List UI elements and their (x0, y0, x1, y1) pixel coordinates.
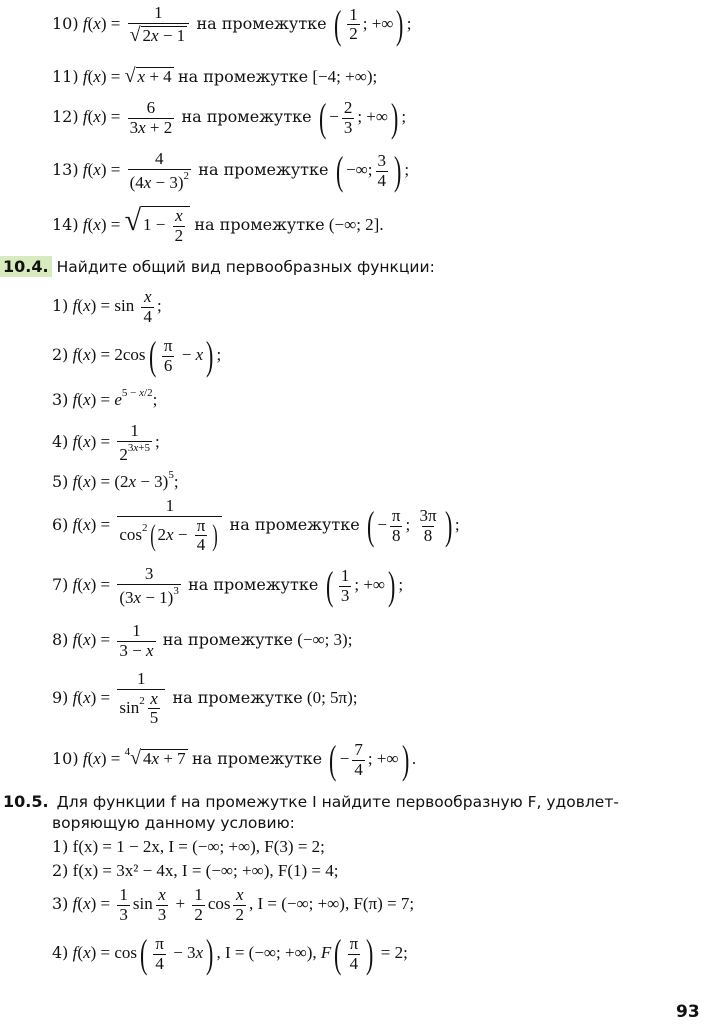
problem-10-4-item-10: 10) f(x) = $^4$√ 4x + 7 на промежутке ( − $\frac{7}{4}$ ; +∞) . (52, 737, 417, 782)
problem-10-4-item-1: 1) f(x) = sin $\frac{x}{4}$ ; (52, 287, 162, 326)
problem-10-4-item-5: 5) $f(x) = (2x - 3)^5$; (52, 469, 179, 491)
problem-10-5-heading-line2: воряющую данному условию: (52, 814, 295, 832)
problem-10-4-item-6: 6) f(x) = 1 $\cos^2$( 2x − $\frac{\pi}{4}$ ) на промежутке ( − $\frac{\pi}{8}$ ; $\frac{3\pi}{8}$ ) ; (52, 496, 460, 555)
problem-10-4-heading: 10.4. Найдите общий вид первообразных функции: (0, 259, 435, 276)
problem-10-3-item-14: 14) f(x) = √ 1 − $\frac{x}{2}$ на промежутке (−∞; 2]. (52, 204, 384, 245)
problem-number-badge: 10.5. (3, 792, 49, 811)
problem-10-4-item-4: 4) f(x) = $\frac{1}{2^{3x+5}}$ ; (52, 421, 160, 464)
problem-10-4-item-8: 8) f(x) = $\frac{1}{3 - x}$ на промежутке (−∞; 3); (52, 621, 353, 660)
problem-10-4-item-7: 7) f(x) = $\frac{3}{(3x - 1)^3}$ на промежутке ( $\frac{1}{3}$ ; +∞) ; (52, 563, 404, 609)
problem-10-5-item-1: 1) f(x) = 1 − 2x, I = (−∞; +∞), F(3) = 2; (52, 837, 325, 856)
problem-10-3-item-13: 13) f(x) = $\frac{4}{(4x - 3)^2}$ на промежутке ( −∞; $\frac{3}{4}$ ) ; (52, 148, 410, 194)
problem-10-4-item-3: 3) $f(x) = e^{5 - x/2}$; (52, 387, 158, 409)
problem-10-5-item-2: 2) f(x) = 3x² − 4x, I = (−∞; +∞), F(1) = 4; (52, 861, 339, 880)
problem-10-5-heading: 10.5. Для функции f на промежутке I найдите первообразную F, удовлет- (0, 794, 619, 811)
problem-10-3-item-12: 12) f(x) = $\frac{6}{3x + 2}$ на промежутке ( − $\frac{2}{3}$ ; +∞) ; (52, 95, 407, 140)
problem-10-5-item-4: 4) f(x) = cos( $\frac{\pi}{4}$ − 3x) , I = (−∞; +∞), F( $\frac{\pi}{4}$ ) = 2; (52, 931, 408, 976)
problem-10-3-item-10: 10) f(x) = $\frac{1}{√ 2x - 1}$ на промежутке ( $\frac{1}{2}$ ; +∞) ; (52, 1, 412, 47)
problem-10-5-item-3: 3) f(x) = $\frac{1}{3}$ sin $\frac{x}{3}$ + $\frac{1}{2}$ cos $\frac{x}{2}$ , I = (−∞; +∞), F(π) = 7; (52, 885, 415, 924)
problem-10-4-item-9: 9) f(x) = 1 $\sin^2$ $\frac{x}{5}$ на промежутке (0; 5π); (52, 669, 358, 728)
problem-10-3-item-11: 11) f(x) = √ x + 4 на промежутке [−4; +∞); (52, 65, 378, 87)
problem-number-badge: 10.4. (0, 256, 52, 277)
problem-10-4-item-2: 2) f(x) = 2cos( $\frac{\pi}{6}$ − x) ; (52, 333, 222, 378)
page-number: 93 (676, 1002, 700, 1022)
